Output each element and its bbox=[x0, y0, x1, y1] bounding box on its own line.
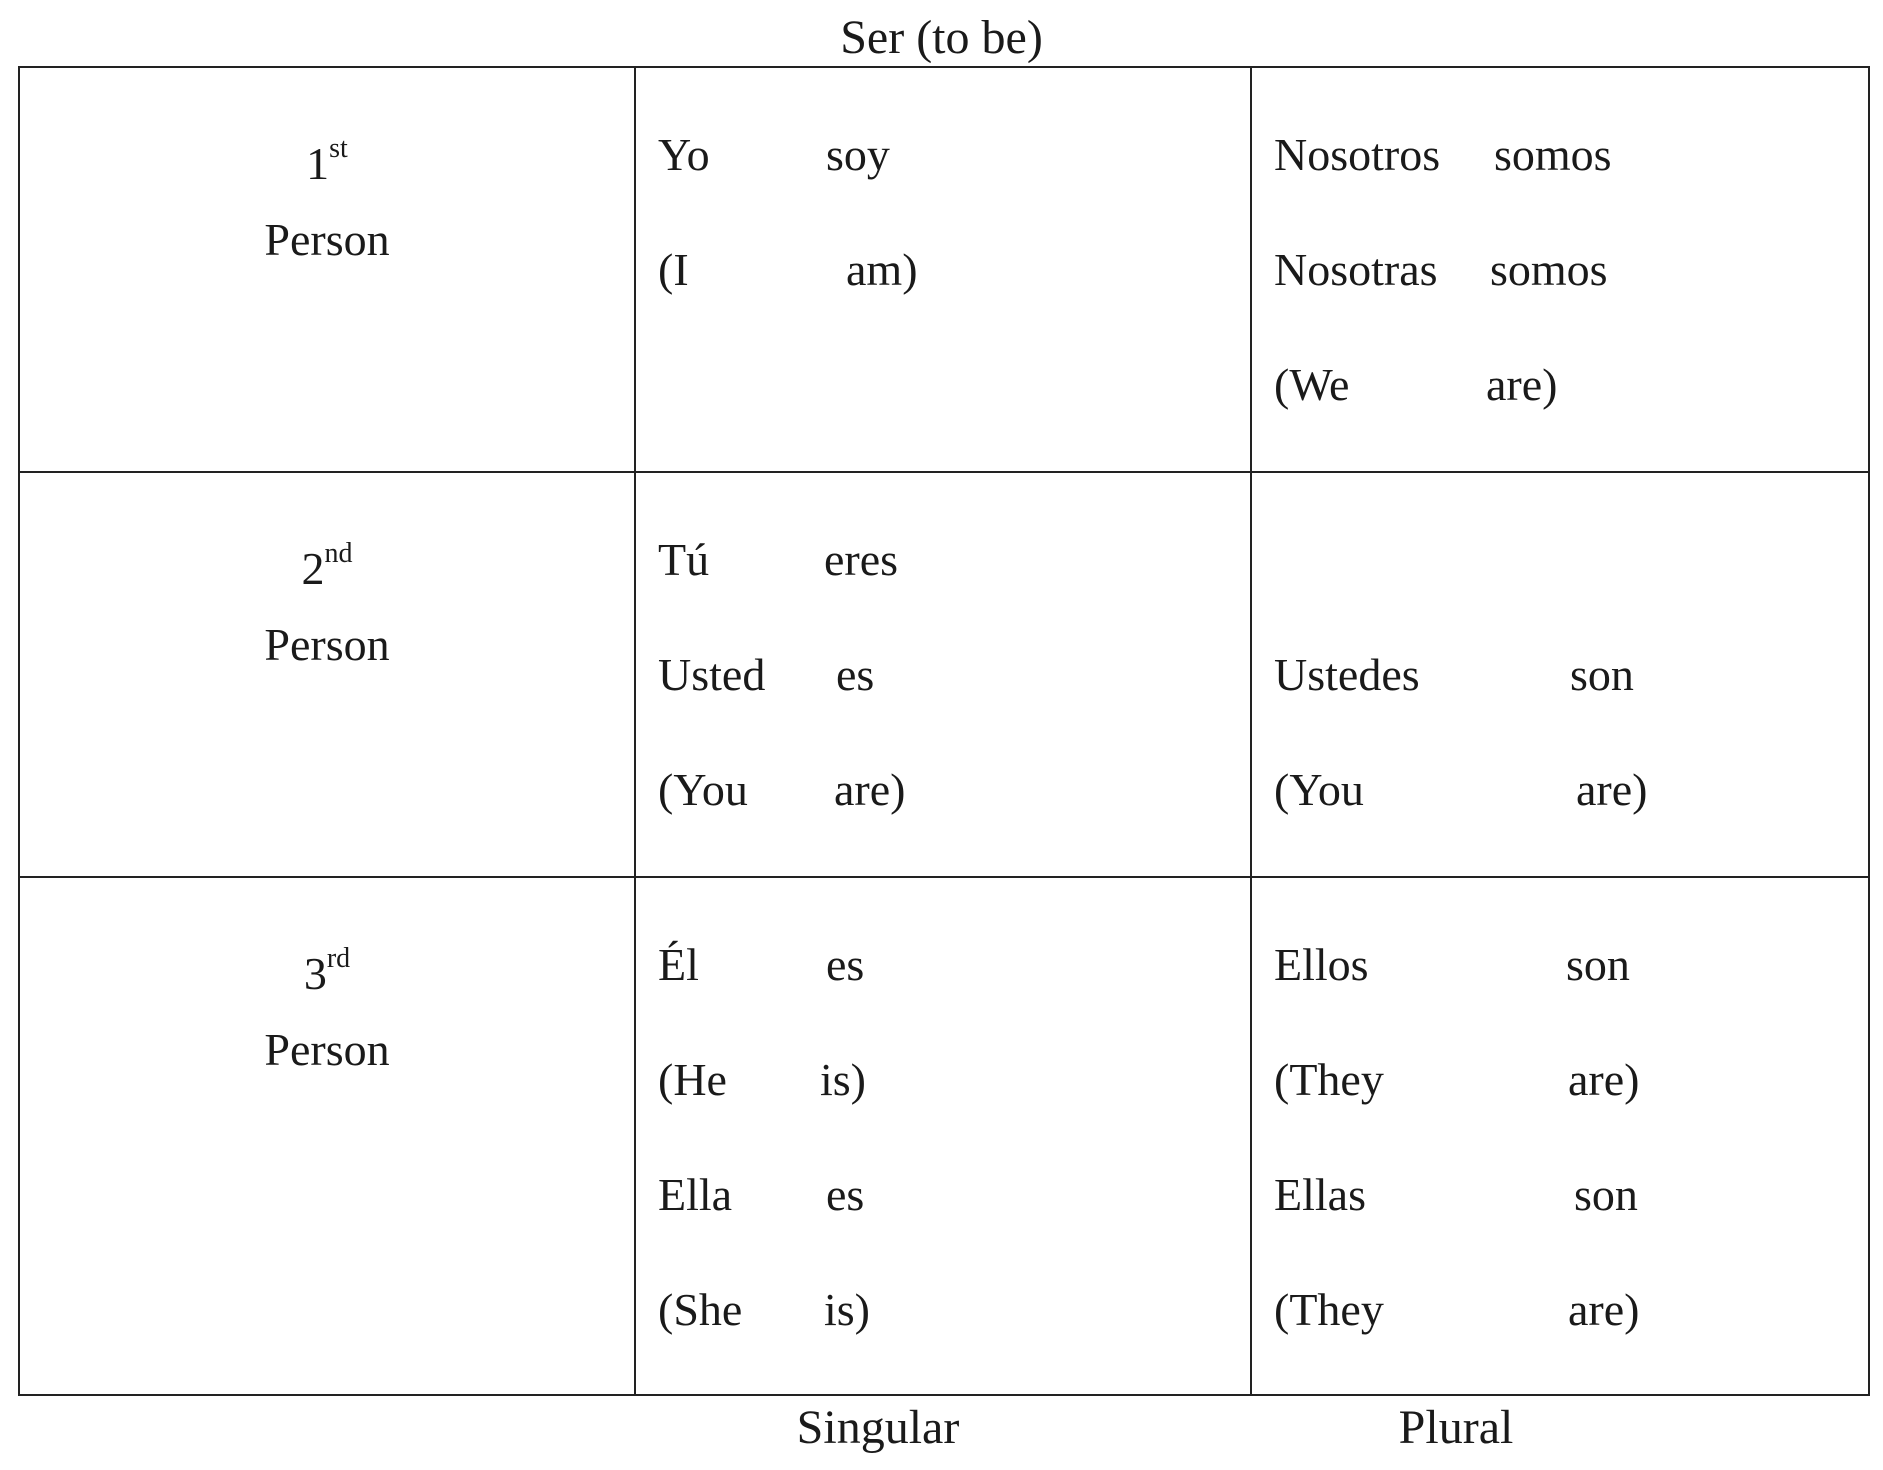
page-title: Ser (to be) bbox=[840, 11, 1043, 64]
conjugation-line: (You are) bbox=[658, 764, 906, 815]
conjugation-line: Ustedes son bbox=[1274, 649, 1634, 700]
singular-cell-3 bbox=[636, 878, 1252, 1394]
conjugation-line: Ellos son bbox=[1274, 939, 1630, 990]
conjugation-line: Yo soy bbox=[658, 129, 890, 180]
person-cell-3 bbox=[20, 878, 636, 1394]
plural-label: Plural bbox=[1398, 1401, 1514, 1454]
conjugation-line: (You are) bbox=[1274, 764, 1648, 815]
person-cell-1 bbox=[20, 68, 636, 473]
conjugation-line: (I am) bbox=[658, 244, 918, 295]
person-label: Person bbox=[264, 619, 390, 670]
person-ordinal: 1st bbox=[306, 133, 348, 189]
singular-label: Singular bbox=[796, 1401, 960, 1454]
person-ordinal: 2nd bbox=[301, 538, 353, 594]
conjugation-line: (They are) bbox=[1274, 1284, 1640, 1335]
conjugation-line: Nosotros somos bbox=[1274, 129, 1612, 180]
singular-cell-1 bbox=[636, 68, 1252, 473]
conjugation-line: Él es bbox=[658, 939, 865, 990]
conjugation-line: (He is) bbox=[658, 1054, 866, 1105]
person-label: Person bbox=[264, 214, 390, 265]
conjugation-line: Ellas son bbox=[1274, 1169, 1638, 1220]
plural-cell-2 bbox=[1252, 473, 1868, 878]
conjugation-line: (She is) bbox=[658, 1284, 870, 1335]
conjugation-line: Ella es bbox=[658, 1169, 865, 1220]
conjugation-line: Tú eres bbox=[658, 534, 899, 585]
plural-cell-3 bbox=[1252, 878, 1868, 1394]
conjugation-line: Nosotras somos bbox=[1274, 244, 1608, 295]
conjugation-table bbox=[18, 66, 1870, 1396]
person-cell-2 bbox=[20, 473, 636, 878]
plural-cell-1 bbox=[1252, 68, 1868, 473]
conjugation-line: (We are) bbox=[1274, 359, 1558, 410]
conjugation-line: Usted es bbox=[658, 649, 875, 700]
person-label: Person bbox=[264, 1024, 390, 1075]
conjugation-line bbox=[1274, 533, 1834, 648]
person-ordinal: 3rd bbox=[303, 943, 351, 999]
singular-cell-2 bbox=[636, 473, 1252, 878]
conjugation-line: (They are) bbox=[1274, 1054, 1640, 1105]
